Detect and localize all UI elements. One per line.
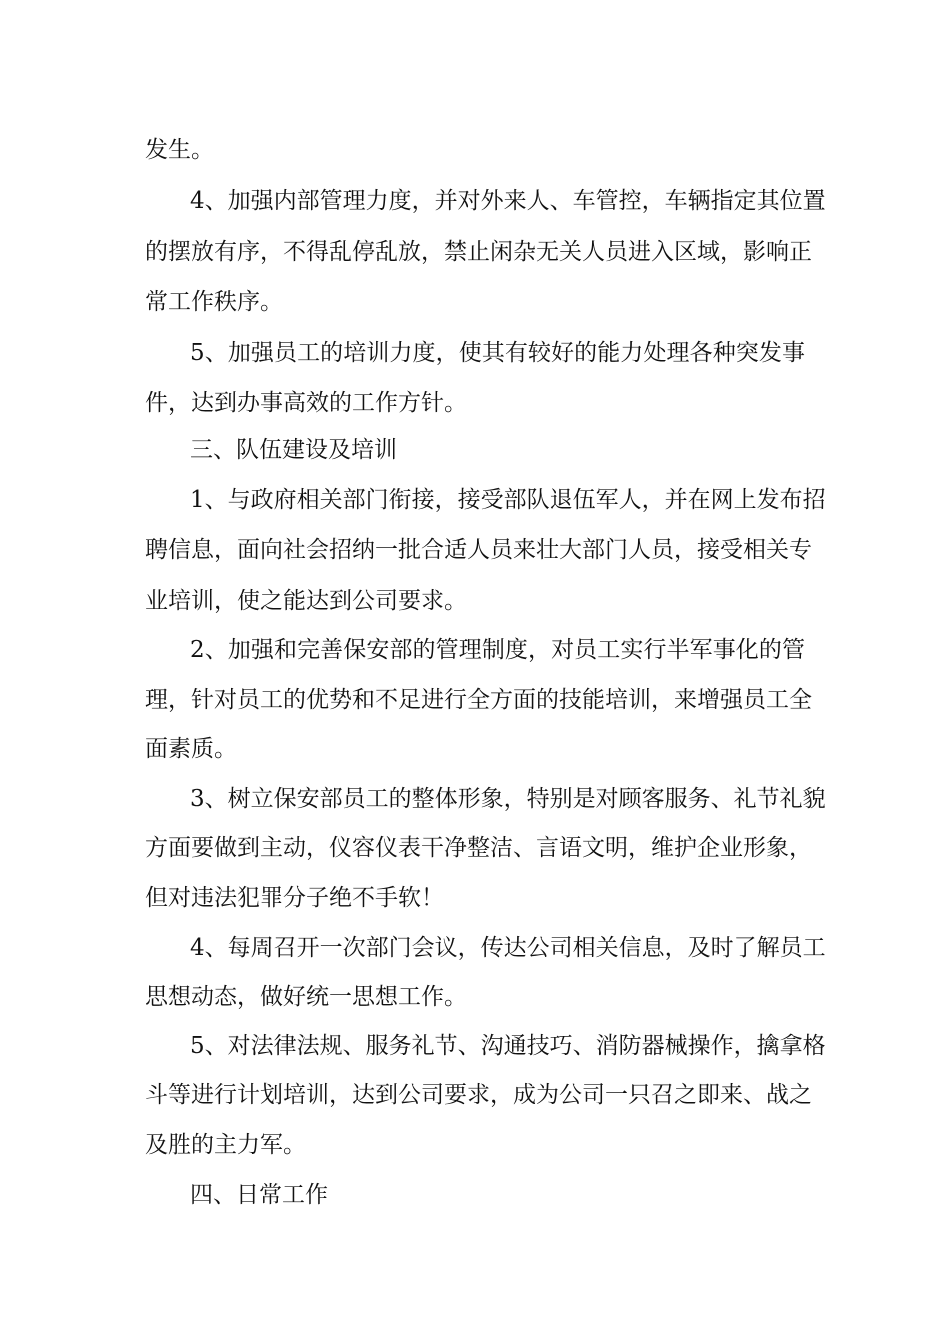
paragraph-line: 斗等进行计划培训，达到公司要求，成为公司一只召之即来、战之 <box>145 1082 812 1108</box>
paragraph-line: 1、与政府相关部门衔接，接受部队退伍军人，并在网上发布招 <box>190 487 826 513</box>
paragraph-line: 4、加强内部管理力度，并对外来人、车管控，车辆指定其位置 <box>190 188 826 214</box>
section-heading: 四、日常工作 <box>190 1182 328 1208</box>
paragraph-line: 常工作秩序。 <box>145 289 283 315</box>
paragraph-line: 理，针对员工的优势和不足进行全方面的技能培训，来增强员工全 <box>145 687 812 713</box>
paragraph-line: 及胜的主力军。 <box>145 1132 306 1158</box>
paragraph-line: 5、加强员工的培训力度，使其有较好的能力处理各种突发事 <box>190 340 805 366</box>
paragraph-line: 业培训，使之能达到公司要求。 <box>145 588 467 614</box>
paragraph-line: 面素质。 <box>145 736 237 762</box>
paragraph-line: 方面要做到主动，仪容仪表干净整洁、言语文明，维护企业形象， <box>145 835 812 861</box>
paragraph-line: 聘信息，面向社会招纳一批合适人员来壮大部门人员，接受相关专 <box>145 537 812 563</box>
paragraph-line: 思想动态，做好统一思想工作。 <box>145 984 467 1010</box>
paragraph-line: 件，达到办事高效的工作方针。 <box>145 390 467 416</box>
paragraph-line: 发生。 <box>145 137 214 163</box>
section-heading: 三、队伍建设及培训 <box>190 437 397 463</box>
paragraph-line: 3、树立保安部员工的整体形象，特别是对顾客服务、礼节礼貌 <box>190 786 826 812</box>
paragraph-line: 但对违法犯罪分子绝不手软！ <box>145 885 444 911</box>
paragraph-line: 2、加强和完善保安部的管理制度，对员工实行半军事化的管 <box>190 637 805 663</box>
paragraph-line: 4、每周召开一次部门会议，传达公司相关信息，及时了解员工 <box>190 935 826 961</box>
paragraph-line: 的摆放有序，不得乱停乱放，禁止闲杂无关人员进入区域，影响正 <box>145 239 812 265</box>
paragraph-line: 5、对法律法规、服务礼节、沟通技巧、消防器械操作，擒拿格 <box>190 1033 826 1059</box>
